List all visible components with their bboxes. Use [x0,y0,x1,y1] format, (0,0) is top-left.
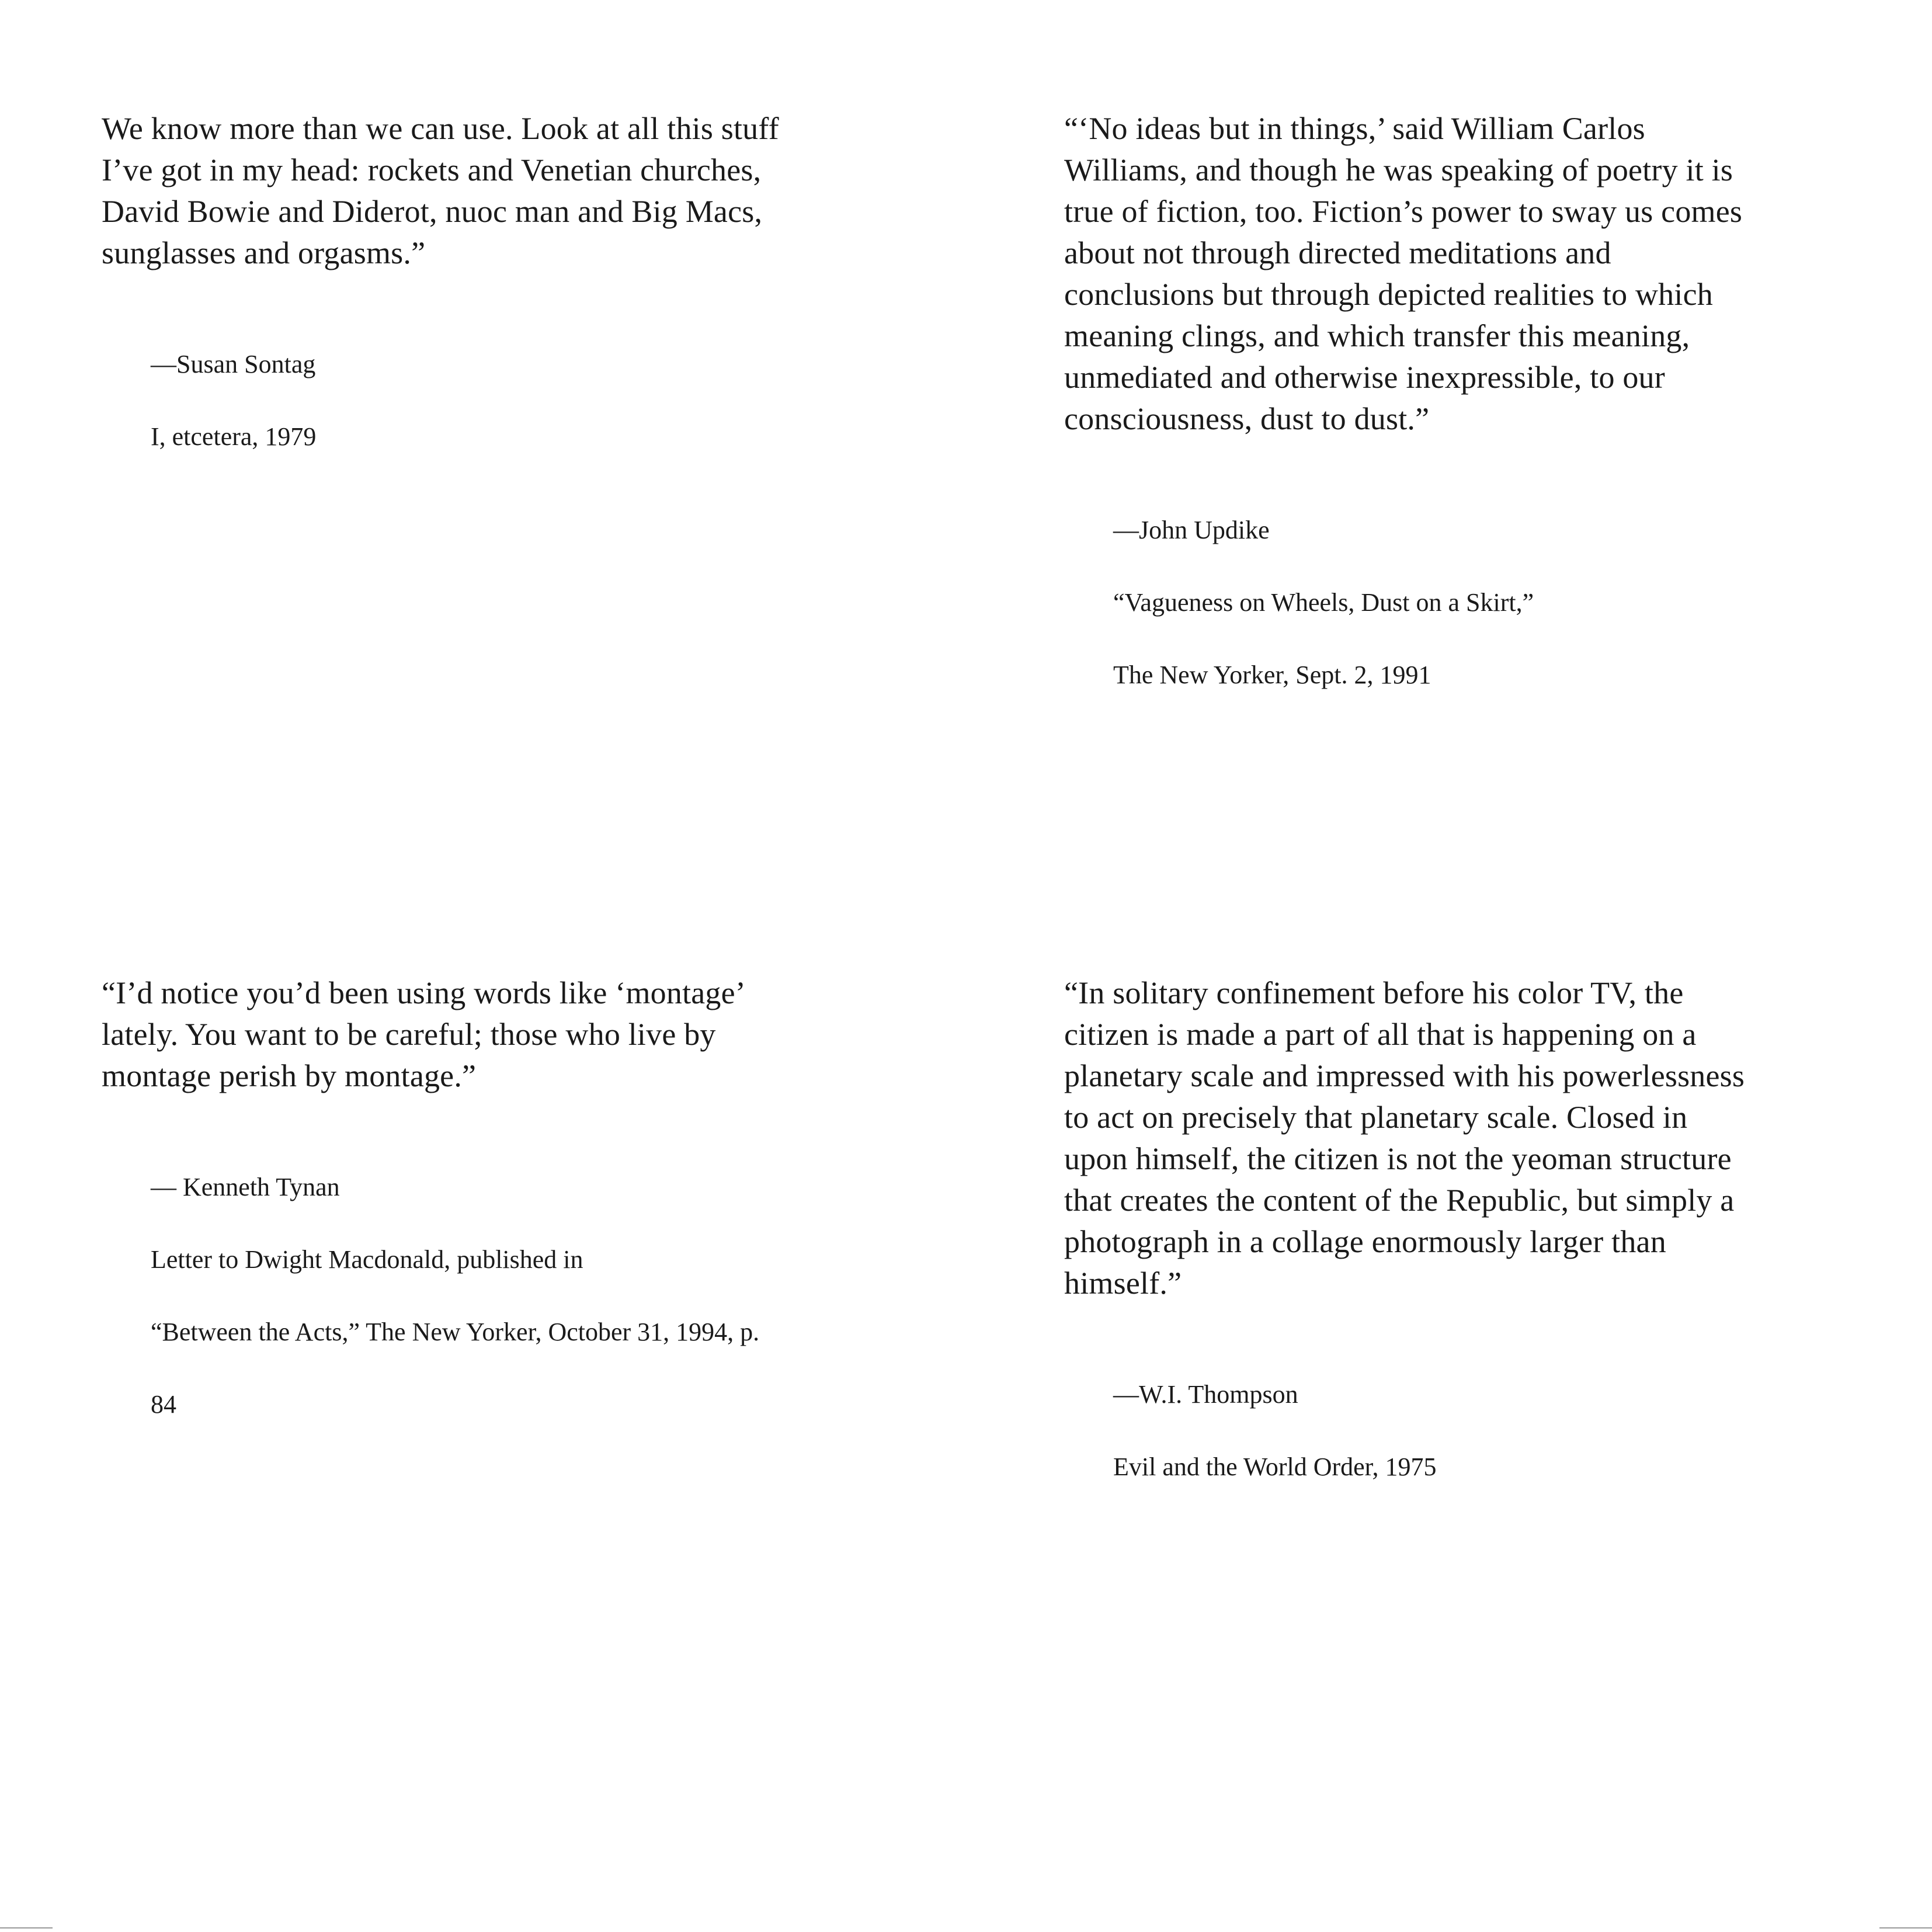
quote-attribution [1064,1340,1745,1521]
quote-author: —W.I. Thompson [1113,1380,1298,1409]
quote-source-line: “Between the Acts,” The New Yorker, October 31, 1994, p. [151,1318,760,1346]
quote-attribution [102,310,779,491]
crop-mark-right [1879,1927,1932,1928]
quote-text: “‘No ideas but in things,’ said William Carlos Williams, and though he was speaking of poetry it is true of fiction, too. Fiction’s power to sway us comes about not through directed meditations and conclusions but through depicted realities to which meaning clings, and which transfer this meaning, unmediated and otherwise inexpressible, to our consciousness, dust to dust.” [1064,111,1743,436]
crop-mark-left [0,1927,53,1928]
quote-block-thompson [1064,972,1745,1521]
quote-text: “I’d notice you’d been using words like ‘montage’ lately. You want to be careful; those who live by montage perish by montage.” [102,975,746,1093]
quote-source-line: “Vagueness on Wheels, Dust on a Skirt,” [1113,588,1534,617]
quote-source-line: Letter to Dwight Macdonald, published in [151,1245,583,1274]
quote-source-line: 84 [151,1390,176,1419]
quote-attribution [102,1133,759,1459]
quote-text: We know more than we can use. Look at all this stuff I’ve got in my head: rockets and Venetian churches, David Bowie and Diderot, nuoc man and Big Macs, sunglasses and orgasms.” [102,111,779,270]
quote-block-updike [1064,108,1742,729]
quote-text: “In solitary confinement before his color TV, the citizen is made a part of all that is happening on a planetary scale and impressed with his powerlessness to act on precisely that planetary scale. Closed in upon himself, the citizen is not the yeoman structure that creates the content of the Republic, but simply a photograph in a collage enormously larger than himself.” [1064,975,1745,1301]
quote-source-line: The New Yorker, Sept. 2, 1991 [1113,661,1431,689]
quote-source-line: Evil and the World Order, 1975 [1113,1453,1437,1481]
quote-attribution [1064,476,1742,729]
quote-block-sontag [102,108,779,491]
quote-block-tynan [102,972,759,1459]
quote-source-line: I, etcetera, 1979 [151,422,317,451]
quote-author: —John Updike [1113,516,1270,544]
quote-author: —Susan Sontag [151,350,316,378]
quote-author: — Kenneth Tynan [151,1173,340,1201]
